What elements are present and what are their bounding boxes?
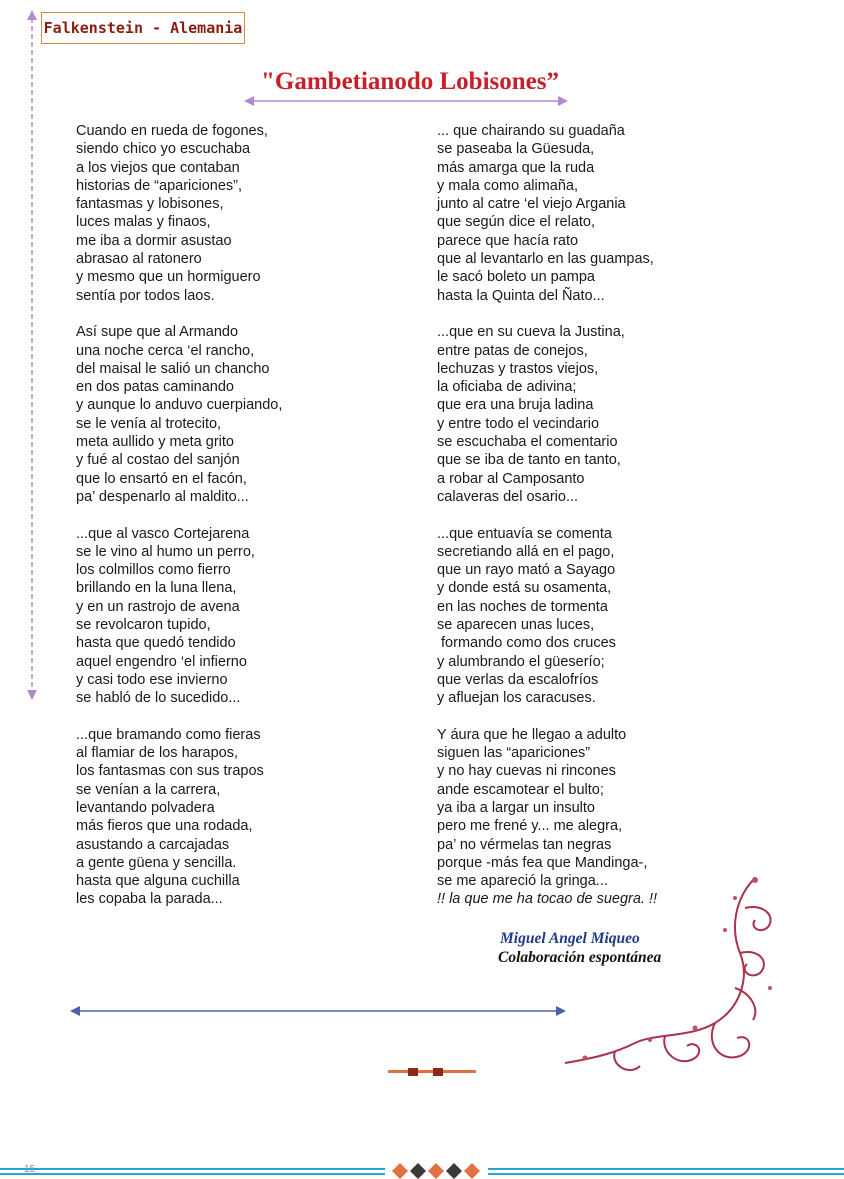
poem-line: meta aullido y meta grito [76, 434, 234, 451]
poem-stanza [76, 122, 406, 305]
poem-line: Así supe que al Armando [76, 324, 239, 341]
poem-line: hasta que alguna cuchilla [76, 873, 240, 890]
poem-line: que lo ensartó en el facón, [76, 470, 247, 487]
poem-stanza [76, 525, 406, 708]
poem-line: que según dice el relato, [437, 214, 595, 231]
poem-stanza [76, 323, 406, 506]
poem-line: parece que hacía rato [437, 232, 579, 249]
poem-line: me iba a dormir asustao [76, 232, 232, 249]
poem-line: hasta la Quinta del Ñato... [437, 287, 605, 304]
poem-line: se le vino al humo un perro, [76, 543, 255, 560]
poem-line: a los viejos que contaban [76, 159, 240, 176]
poem-line: fantasmas y lobisones, [76, 196, 224, 213]
author-name: Miguel Angel Miqueo [500, 930, 640, 947]
poem-line: los colmillos como fierro [76, 562, 231, 579]
poem-line: siendo chico yo escuchaba [76, 141, 251, 158]
poem-line: los fantasmas con sus trapos [76, 763, 264, 780]
poem-line: luces malas y finaos, [76, 214, 211, 231]
poem-right-column [437, 122, 737, 927]
poem-stanza [437, 122, 737, 305]
poem-line: formando como dos cruces [437, 635, 616, 652]
poem-line: hasta que quedó tendido [76, 635, 236, 652]
poem-stanza [76, 726, 406, 909]
poem-line: ya iba a largar un insulto [437, 799, 595, 816]
poem-line: en dos patas caminando [76, 379, 234, 396]
poem-line: calaveras del osario... [437, 488, 579, 505]
poem-line: le sacó boleto un pampa [437, 269, 595, 286]
poem-line: que era una bruja ladina [437, 397, 594, 414]
footer-bar-right [488, 1168, 844, 1175]
poem-line: ...que en su cueva la Justina, [437, 324, 625, 341]
poem-line: que se iba de tanto en tanto, [437, 452, 621, 469]
poem-line: junto al catre ‘el viejo Argania [437, 196, 626, 213]
poem-line: y donde está su osamenta, [437, 580, 612, 597]
poem-line: más fieros que una rodada, [76, 818, 253, 835]
poem-line: y fué al costao del sanjón [76, 452, 240, 469]
poem-line: ...que bramando como fieras [76, 726, 261, 743]
poem-line: pa’ despenarlo al maldito... [76, 488, 249, 505]
poem-line: se aparecen unas luces, [437, 617, 595, 634]
poem-line: y aunque lo anduvo cuerpiando, [76, 397, 283, 414]
poem-line: una noche cerca ‘el rancho, [76, 342, 255, 359]
poem-line: aquel engendro ‘el infierno [76, 653, 247, 670]
poem-line: sentía por todos laos. [76, 287, 215, 304]
poem-line: del maisal le salió un chancho [76, 360, 270, 377]
poem-line: se me apareció la gringa... [437, 873, 608, 890]
poem-line: la oficiaba de adivina; [437, 379, 577, 396]
poem-line: Cuando en rueda de fogones, [76, 123, 268, 139]
footer-bar-left [0, 1168, 385, 1175]
small-ornament-icon [388, 1068, 476, 1076]
poem-line: ande escamotear el bulto; [437, 781, 604, 798]
poem-line: al flamiar de los harapos, [76, 745, 238, 762]
floral-corner-ornament-icon [555, 868, 785, 1078]
header-location-label: Falkenstein - Alemania [41, 12, 245, 44]
poem-line: a robar al Camposanto [437, 470, 585, 487]
footer-pattern-icon [392, 1163, 482, 1179]
poem-title: "Gambetianodo Lobisones” [261, 68, 559, 95]
poem-line: asustando a carcajadas [76, 836, 230, 853]
poem-line: en las noches de tormenta [437, 598, 608, 615]
poem-line: y afluejan los caracuses. [437, 690, 596, 707]
poem-stanza [437, 323, 737, 506]
poem-line: levantando polvadera [76, 799, 215, 816]
poem-line: siguen las “apariciones” [437, 745, 591, 762]
poem-left-column [76, 122, 406, 927]
poem-line: Y áura que he llegao a adulto [437, 726, 627, 743]
poem-line: a gente güena y sencilla. [76, 854, 237, 871]
poem-line: ...que al vasco Cortejarena [76, 525, 250, 542]
poem-line: y en un rastrojo de avena [76, 598, 240, 615]
poem-line: se le venía al trotecito, [76, 415, 222, 432]
poem-line: se revolcaron tupido, [76, 617, 211, 634]
poem-line: y no hay cuevas ni rincones [437, 763, 616, 780]
poem-stanza [437, 525, 737, 708]
poem-line: pa’ no vérmelas tan negras [437, 836, 612, 853]
poem-line: se habló de lo sucedido... [76, 690, 241, 707]
poem-line: y alumbrando el güeserío; [437, 653, 605, 670]
poem-line: secretiando allá en el pago, [437, 543, 615, 560]
poem-line: que un rayo mató a Sayago [437, 562, 616, 579]
poem-line: y mala como alimaña, [437, 177, 579, 194]
title-underline-arrow [244, 96, 568, 106]
poem-line: se venían a la carrera, [76, 781, 221, 798]
poem-line: ...que entuavía se comenta [437, 525, 612, 542]
poem-line: y casi todo ese invierno [76, 671, 228, 688]
poem-line: pero me frené y... me alegra, [437, 818, 623, 835]
poem-line: ... que chairando su guadaña [437, 123, 625, 139]
poem-line: !! la que me ha tocao de suegra. !! [437, 891, 658, 908]
poem-line: brillando en la luna llena, [76, 580, 237, 597]
poem-line: lechuzas y trastos viejos, [437, 360, 599, 377]
poem-line: entre patas de conejos, [437, 342, 588, 359]
poem-line: se paseaba la Güesuda, [437, 141, 595, 158]
poem-line: que verlas da escalofríos [437, 671, 599, 688]
poem-line: más amarga que la ruda [437, 159, 595, 176]
poem-line: les copaba la parada... [76, 891, 223, 908]
poem-line: que al levantarlo en las guampas, [437, 251, 654, 268]
poem-line: porque -más fea que Mandinga-, [437, 854, 648, 871]
author-note: Colaboración espontánea [498, 949, 662, 966]
poem-line: y entre todo el vecindario [437, 415, 600, 432]
vertical-arrow-line [26, 10, 38, 700]
poem-line: historias de “apariciones”, [76, 177, 243, 194]
poem-line: se escuchaba el comentario [437, 434, 618, 451]
page-number: 15 [24, 1164, 36, 1175]
horizontal-arrow-line [70, 1006, 566, 1016]
poem-line: abrasao al ratonero [76, 251, 202, 268]
poem-line: y mesmo que un hormiguero [76, 269, 261, 286]
